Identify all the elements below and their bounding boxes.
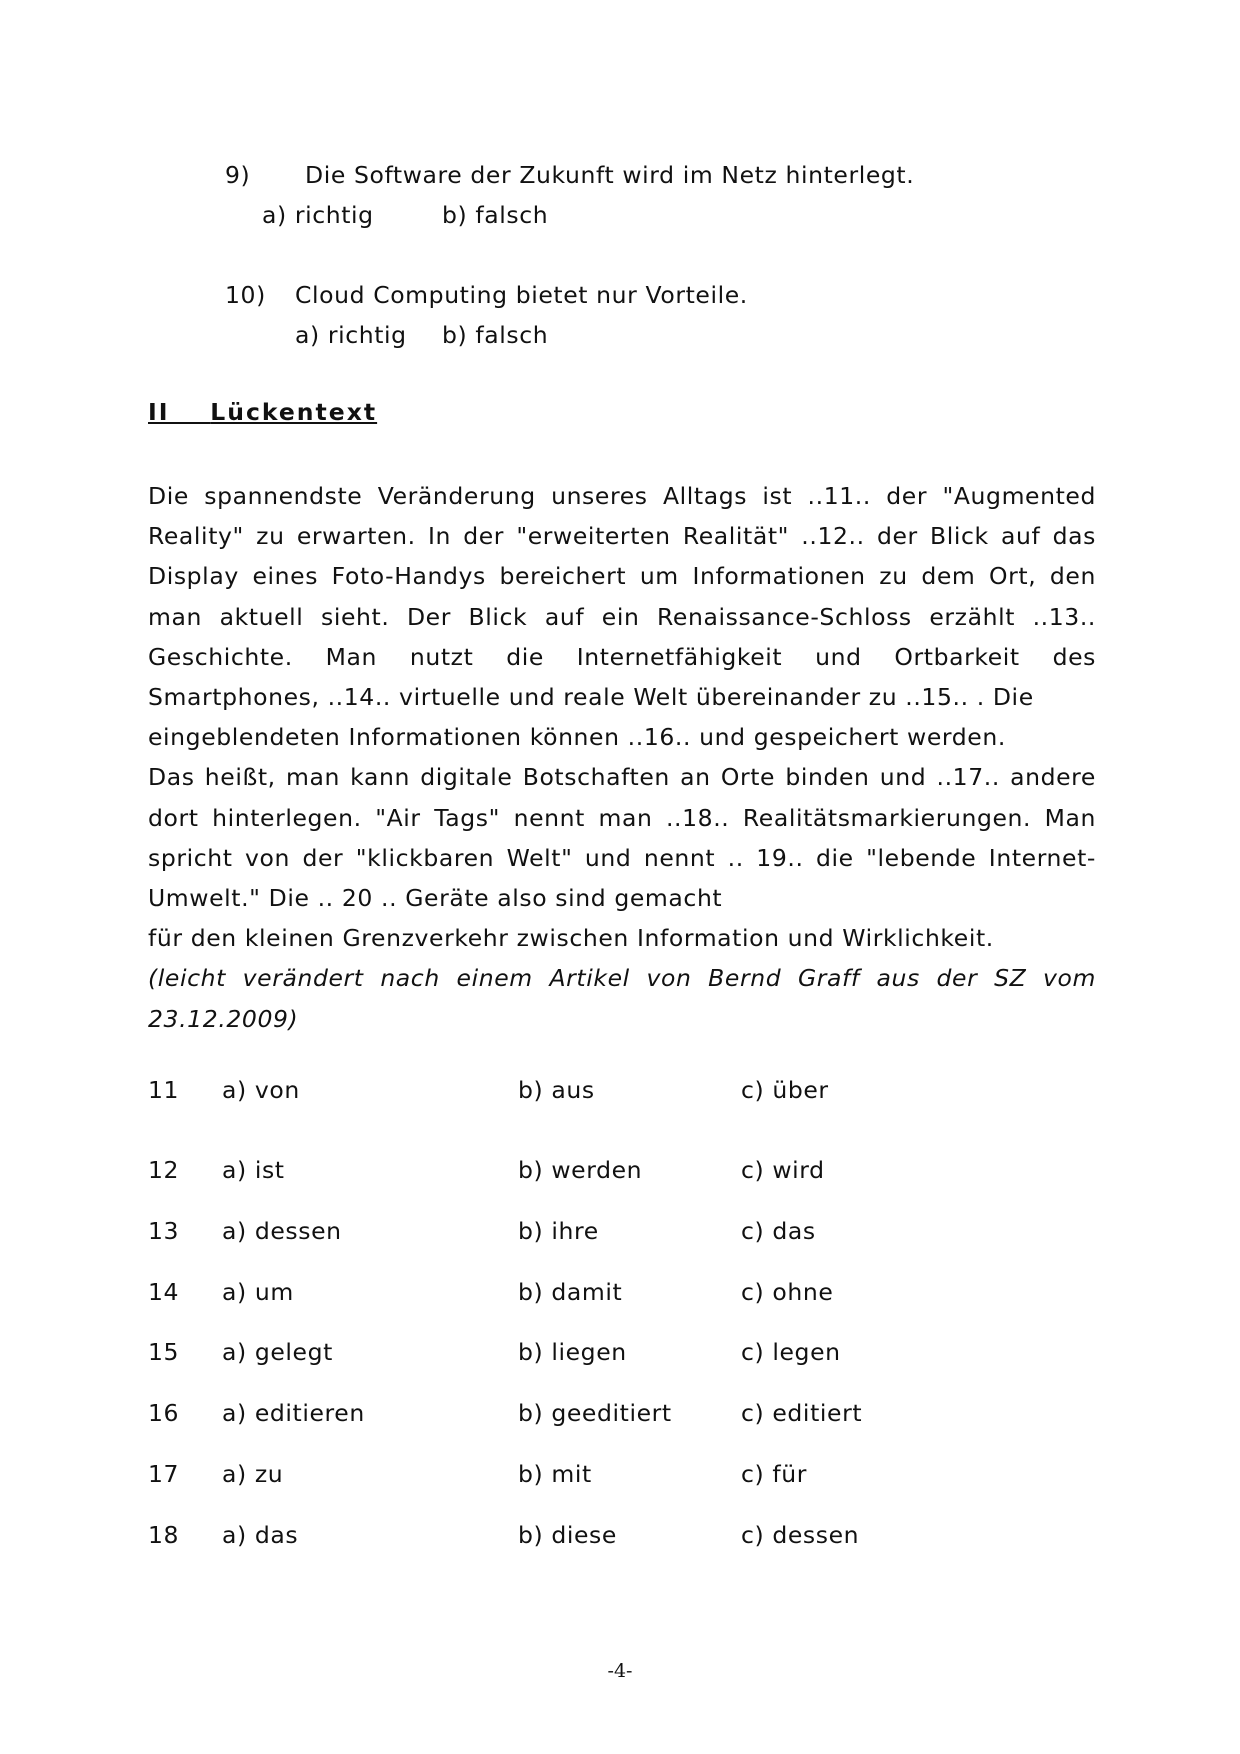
choice-row-17	[148, 1460, 1098, 1492]
choice-number: 17	[148, 1460, 180, 1488]
question-9-number: 9)	[225, 161, 251, 189]
choice-option-c: c) das	[741, 1217, 816, 1245]
choice-option-a: a) zu	[222, 1460, 284, 1488]
choice-row-18	[148, 1521, 1098, 1553]
choice-row-11	[148, 1076, 1098, 1108]
choice-option-a: a) von	[222, 1076, 300, 1104]
question-10-text: Cloud Computing bietet nur Vorteile.	[295, 281, 748, 309]
choice-option-b: b) aus	[518, 1076, 595, 1104]
question-10-option-a: a) richtig	[295, 321, 407, 349]
choice-option-a: a) editieren	[222, 1399, 365, 1427]
choice-row-13	[148, 1217, 1098, 1249]
choice-number: 12	[148, 1156, 180, 1184]
choice-option-c: c) über	[741, 1076, 829, 1104]
section-heading	[148, 398, 377, 426]
choice-number: 18	[148, 1521, 180, 1549]
choice-option-a: a) das	[222, 1521, 299, 1549]
choice-option-b: b) diese	[518, 1521, 617, 1549]
choice-option-c: c) für	[741, 1460, 807, 1488]
choice-option-b: b) geeditiert	[518, 1399, 672, 1427]
choice-option-b: b) damit	[518, 1278, 623, 1306]
choice-option-b: b) werden	[518, 1156, 643, 1184]
choice-option-c: c) wird	[741, 1156, 825, 1184]
choice-option-a: a) gelegt	[222, 1338, 333, 1366]
choice-option-c: c) editiert	[741, 1399, 863, 1427]
choice-number: 14	[148, 1278, 180, 1306]
question-9-text: Die Software der Zukunft wird im Netz hinterlegt.	[305, 161, 915, 189]
choice-option-a: a) ist	[222, 1156, 285, 1184]
choice-option-b: b) liegen	[518, 1338, 627, 1366]
passage-paragraph-1: Die spannendste Veränderung unseres Alltags ist ..11.. der "Augmented Reality" zu erwarten. In der "erweiterten Realität" ..12.. der Blick auf das Display eines Foto-Handys bereichert um Informationen zu dem Ort, den man aktuell sieht. Der Blick auf ein Renaissance-Schloss erzählt ..13.. Geschichte. Man nutzt die Internetfähigkeit und Ortbarkeit des Smartphones, ..14.. virtuelle und reale Welt übereinander zu ..15.. . Die	[148, 482, 1096, 712]
page-number: -4-	[607, 1660, 633, 1682]
choice-row-14	[148, 1278, 1098, 1310]
section-number: II	[148, 398, 170, 426]
question-9-option-a: a) richtig	[262, 201, 374, 229]
choice-number: 11	[148, 1076, 180, 1104]
passage-paragraph-2: Das heißt, man kann digitale Botschaften an Orte binden und ..17.. andere dort hinterlegen. "Air Tags" nennt man ..18.. Realitätsmarkierungen. Man spricht von der "klickbaren Welt" und nennt .. 19.. die "lebende Internet-Umwelt." Die .. 20 .. Geräte also sind gemacht	[148, 763, 1096, 913]
passage-paragraph-2-end: für den kleinen Grenzverkehr zwischen Information und Wirklichkeit.	[148, 924, 994, 953]
choice-number: 16	[148, 1399, 180, 1427]
passage-paragraph-1-end: eingeblendeten Informationen können ..16.. und gespeichert werden.	[148, 723, 1006, 752]
passage-source: (leicht verändert nach einem Artikel von Bernd Graff aus der SZ vom 23.12.2009)	[148, 964, 1096, 1033]
choice-option-a: a) um	[222, 1278, 294, 1306]
choice-option-b: b) mit	[518, 1460, 592, 1488]
choice-option-c: c) legen	[741, 1338, 841, 1366]
choice-option-c: c) ohne	[741, 1278, 834, 1306]
section-title: Lückentext	[210, 398, 378, 426]
choice-number: 13	[148, 1217, 180, 1245]
choice-row-15	[148, 1338, 1098, 1370]
choice-option-a: a) dessen	[222, 1217, 342, 1245]
question-9-option-b: b) falsch	[442, 201, 549, 229]
choice-option-c: c) dessen	[741, 1521, 860, 1549]
choice-option-b: b) ihre	[518, 1217, 599, 1245]
choice-row-12	[148, 1156, 1098, 1188]
question-10-number: 10)	[225, 281, 266, 309]
choice-row-16	[148, 1399, 1098, 1431]
question-10-option-b: b) falsch	[442, 321, 549, 349]
cloze-passage	[148, 476, 1096, 1039]
choice-number: 15	[148, 1338, 180, 1366]
